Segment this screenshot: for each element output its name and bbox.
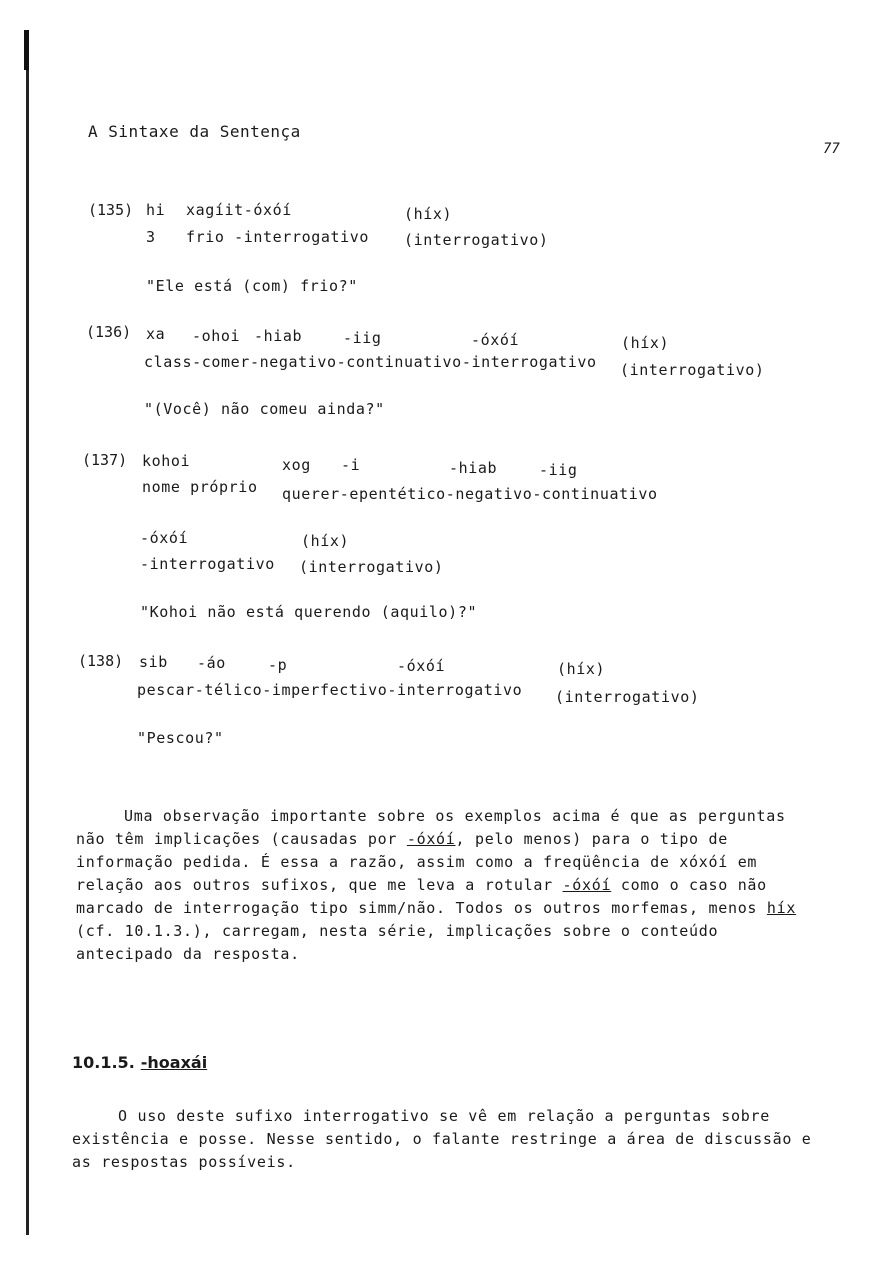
text-run: , pelo menos) para o tipo de	[455, 830, 728, 848]
morpheme: xagíit-óxóí	[186, 201, 292, 219]
gloss: pescar-télico-imperfectivo-interrogativo	[137, 681, 523, 699]
morpheme: (híx)	[404, 205, 453, 223]
paragraph-line: (cf. 10.1.3.), carregam, nesta série, implicações sobre o conteúdo	[76, 922, 719, 940]
text-run: marcado de interrogação tipo simm/não. Todos os outros morfemas, menos	[76, 899, 767, 917]
paragraph-line	[76, 828, 836, 851]
morpheme: -ohoi	[192, 327, 241, 345]
morpheme: -iig	[539, 461, 578, 479]
binder-margin-tick	[24, 30, 29, 70]
morpheme: -hiab	[449, 459, 498, 477]
paragraph-line: as respostas possíveis.	[72, 1153, 296, 1171]
binder-margin-line	[26, 30, 29, 1235]
paragraph-line: existência e posse. Nesse sentido, o falante restringe a área de discussão e	[72, 1130, 812, 1148]
paragraph-line: Uma observação importante sobre os exemplos acima é que as perguntas	[124, 807, 786, 825]
gloss: -interrogativo	[140, 555, 275, 573]
gloss: (interrogativo)	[299, 558, 444, 576]
morpheme: -óxóí	[471, 331, 520, 349]
gloss: frio -interrogativo	[186, 228, 369, 246]
morpheme: (híx)	[621, 334, 670, 352]
morpheme: (híx)	[557, 660, 606, 678]
gloss: (interrogativo)	[555, 688, 700, 706]
paragraph-line	[76, 874, 836, 897]
morpheme: xog	[282, 456, 311, 474]
page-number: 77	[823, 141, 840, 157]
underlined-term: -óxóí	[406, 830, 456, 848]
morpheme: xa	[146, 325, 166, 343]
translation: "(Você) não comeu ainda?"	[144, 400, 385, 418]
section-title: -hoaxái	[140, 1053, 208, 1072]
morpheme: (híx)	[301, 532, 350, 550]
running-header: A Sintaxe da Sentença	[88, 122, 301, 141]
underlined-term: -óxóí	[562, 876, 612, 894]
example-number: (137)	[82, 451, 128, 469]
morpheme: -óxóí	[397, 657, 446, 675]
gloss: class-comer-negativo-continuativo-interrogativo	[144, 353, 597, 371]
translation: "Kohoi não está querendo (aquilo)?"	[140, 603, 478, 621]
example-number: (136)	[86, 323, 132, 341]
section-number: 10.1.5.	[72, 1053, 135, 1072]
paragraph-line: antecipado da resposta.	[76, 945, 300, 963]
morpheme: -iig	[343, 329, 382, 347]
text-run: como o caso não	[611, 876, 767, 894]
morpheme: -p	[268, 656, 288, 674]
morpheme: hi	[146, 201, 166, 219]
paragraph-observation	[76, 805, 836, 966]
text-run: não têm implicações (causadas por	[76, 830, 407, 848]
gloss: querer-epentético-negativo-continuativo	[282, 485, 658, 503]
gloss: 3	[146, 228, 156, 246]
morpheme: -i	[341, 456, 361, 474]
underlined-term: híx	[766, 899, 797, 917]
translation: "Pescou?"	[137, 729, 224, 747]
gloss: (interrogativo)	[404, 231, 549, 249]
gloss: nome próprio	[142, 478, 258, 496]
translation: "Ele está (com) frio?"	[146, 277, 358, 295]
section-heading	[72, 1053, 207, 1072]
morpheme: sib	[139, 653, 168, 671]
example-number: (135)	[88, 201, 134, 219]
morpheme: kohoi	[142, 452, 191, 470]
paragraph-line: O uso deste sufixo interrogativo se vê em relação a perguntas sobre	[118, 1107, 770, 1125]
morpheme: -hiab	[254, 327, 303, 345]
paragraph-line: informação pedida. É essa a razão, assim como a freqüência de xóxóí em	[76, 853, 758, 871]
example-number: (138)	[78, 652, 124, 670]
morpheme: -áo	[197, 654, 226, 672]
paragraph-hoaxai	[72, 1105, 832, 1174]
gloss: (interrogativo)	[620, 361, 765, 379]
morpheme: -óxóí	[140, 529, 189, 547]
paragraph-line	[76, 897, 836, 920]
text-run: relação aos outros sufixos, que me leva a rotular	[76, 876, 563, 894]
